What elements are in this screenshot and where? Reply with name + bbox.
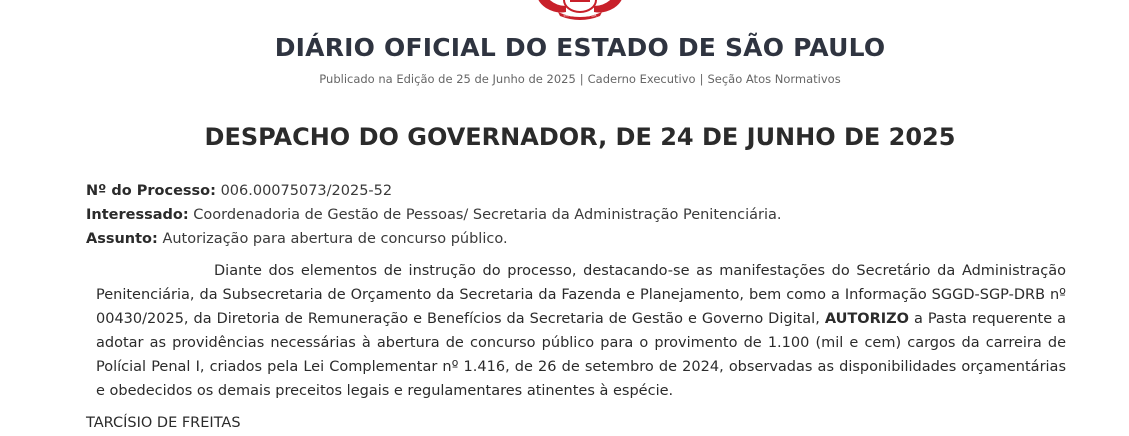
interested-label: Interessado: bbox=[86, 207, 189, 223]
process-value: 006.00075073/2025-52 bbox=[220, 183, 393, 199]
subject-value: Autorização para abertura de concurso público. bbox=[162, 231, 508, 247]
dispatch-body-part1: Diante dos elementos de instrução do processo, destacando-se as manifestações do Secretário da Administração Penitenciária, da Subsecretaria de Orçamento da Secretaria da Fazenda e Planejamento, bem como a Informação SGGD-SGP-DRB nº 00430/2025, da Diretoria de Remuneração e Benefícios da Secretaria de Gestão e Governo Digital, bbox=[96, 263, 1066, 327]
publication-info bbox=[0, 72, 1129, 86]
document-title: DESPACHO DO GOVERNADOR, DE 24 DE JUNHO DE 2025 bbox=[204, 123, 956, 151]
gazette-title: DIÁRIO OFICIAL DO ESTADO DE SÃO PAULO bbox=[274, 33, 886, 62]
publication-section-caderno: Caderno Executivo bbox=[587, 72, 696, 86]
interested-row bbox=[86, 203, 782, 227]
emblem-motto: BRASILIA FUNDADA bbox=[563, 13, 597, 18]
subject-label: Assunto: bbox=[86, 231, 158, 247]
publication-section-atos: Seção Atos Normativos bbox=[707, 72, 841, 86]
governor-signature: TARCÍSIO DE FREITAS bbox=[86, 415, 241, 431]
publication-edition: Publicado na Edição de 25 de Junho de 2025 bbox=[319, 72, 576, 86]
separator: | bbox=[699, 72, 704, 86]
authorization-keyword: AUTORIZO bbox=[824, 311, 909, 327]
state-coat-of-arms-icon bbox=[532, 0, 628, 22]
process-label: Nº do Processo: bbox=[86, 183, 216, 199]
separator: | bbox=[579, 72, 584, 86]
interested-value: Coordenadoria de Gestão de Pessoas/ Secretaria da Administração Penitenciária. bbox=[193, 207, 782, 223]
subject-row bbox=[86, 227, 508, 251]
dispatch-body bbox=[96, 259, 1066, 403]
process-number-row bbox=[86, 179, 392, 203]
dispatch-body-part2: a Pasta requerente a adotar as providências necessárias à abertura de concurso público para o provimento de 1.100 (mil e cem) cargos da carreira de Polícial Penal I, criados pela Lei Complementar nº 1.416, de 26 de setembro de 2024, observadas as disponibilidades orçamentárias e obedecidos os demais preceitos legais e regulamentares atinentes à espécie. bbox=[96, 311, 1067, 399]
